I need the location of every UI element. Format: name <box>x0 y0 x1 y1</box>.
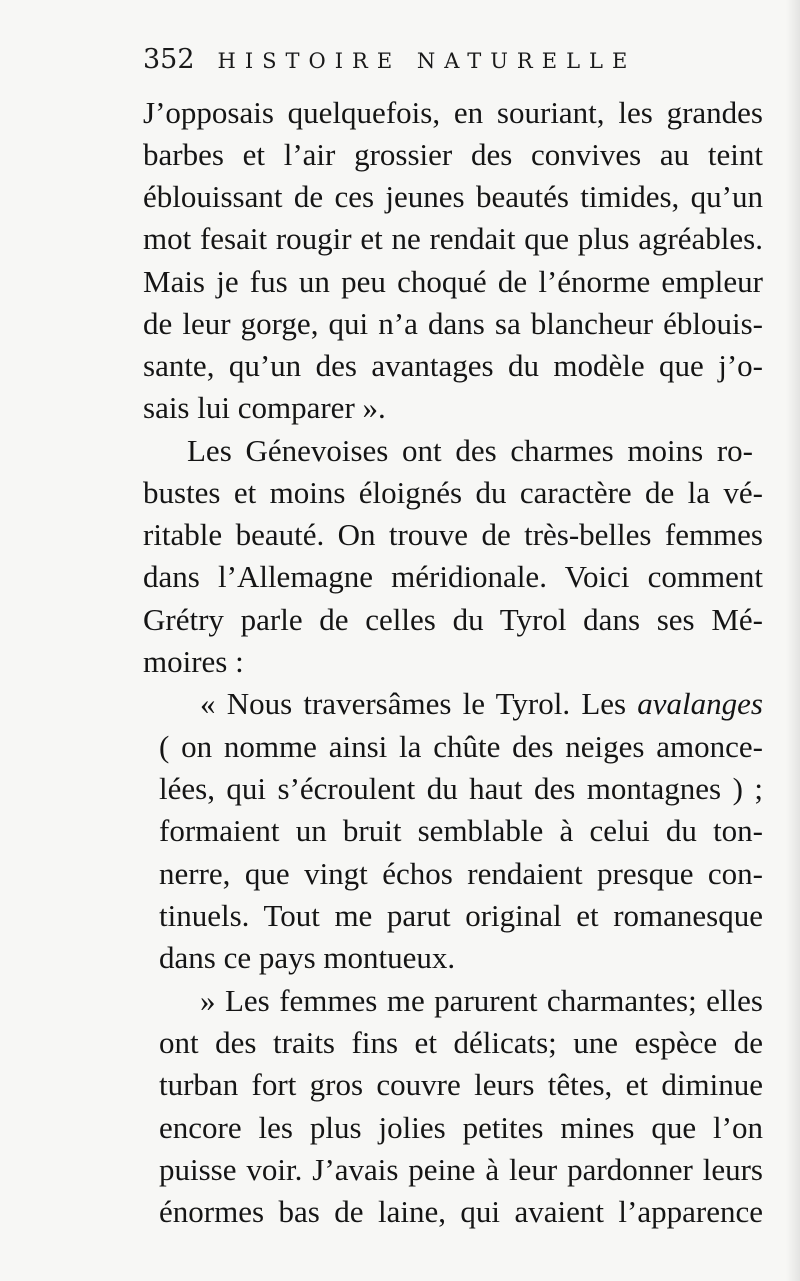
text-line: turban fort gros couvre leurs têtes, et diminue <box>159 1067 763 1102</box>
text-line: sais lui comparer ». <box>143 390 386 425</box>
text-line: puisse voir. J’avais peine à leur pardonner leurs <box>159 1152 763 1187</box>
italic-word: avalanges <box>637 686 763 721</box>
page-number: 352 <box>143 44 195 75</box>
text-line: Mais je fus un peu choqué de l’énorme empleur <box>143 264 763 299</box>
text-line: lées, qui s’écroulent du haut des montagnes ) ; <box>159 771 763 806</box>
paragraph-start-line: Les Génevoises ont des charmes moins ro- <box>187 433 753 468</box>
text-line: dans ce pays montueux. <box>159 940 456 975</box>
text-line: tinuels. Tout me parut original et romanesque <box>159 898 763 933</box>
text-line: J’opposais quelquefois, en souriant, les grandes <box>143 95 763 130</box>
text-line: encore les plus jolies petites mines que l’on <box>159 1110 763 1145</box>
running-head: HISTOIRE NATURELLE <box>217 49 637 73</box>
page-edge-shadow <box>786 0 800 1281</box>
quote-start-line <box>200 684 763 724</box>
text-line: dans l’Allemagne méridionale. Voici comment <box>143 559 763 594</box>
quote-text: « Nous traversâmes le Tyrol. Les <box>200 686 638 721</box>
text-line: formaient un bruit semblable à celui du ton- <box>159 813 763 848</box>
quote-paragraph-start-line: » Les femmes me parurent charmantes; elles <box>200 983 763 1018</box>
text-line: bustes et moins éloignés du caractère de la vé- <box>143 475 763 510</box>
text-line: ritable beauté. On trouve de très-belles femmes <box>143 517 763 552</box>
text-line: sante, qu’un des avantages du modèle que j’o- <box>143 348 763 383</box>
text-line: barbes et l’air grossier des convives au teint <box>143 137 763 172</box>
text-line: ont des traits fins et délicats; une espèce de <box>159 1025 763 1060</box>
page-header <box>143 44 673 75</box>
text-line: énormes bas de laine, qui avaient l’apparence <box>159 1194 763 1229</box>
text-line: de leur gorge, qui n’a dans sa blancheur éblouis- <box>143 306 763 341</box>
text-line: mot fesait rougir et ne rendait que plus agréables. <box>143 221 763 256</box>
text-line: ( on nomme ainsi la chûte des neiges amonce- <box>159 729 763 764</box>
text-line: éblouissant de ces jeunes beautés timides, qu’un <box>143 179 763 214</box>
text-line: nerre, que vingt échos rendaient presque con- <box>159 856 763 891</box>
text-line: moires : <box>143 644 244 679</box>
text-line: Grétry parle de celles du Tyrol dans ses Mé- <box>143 602 763 637</box>
